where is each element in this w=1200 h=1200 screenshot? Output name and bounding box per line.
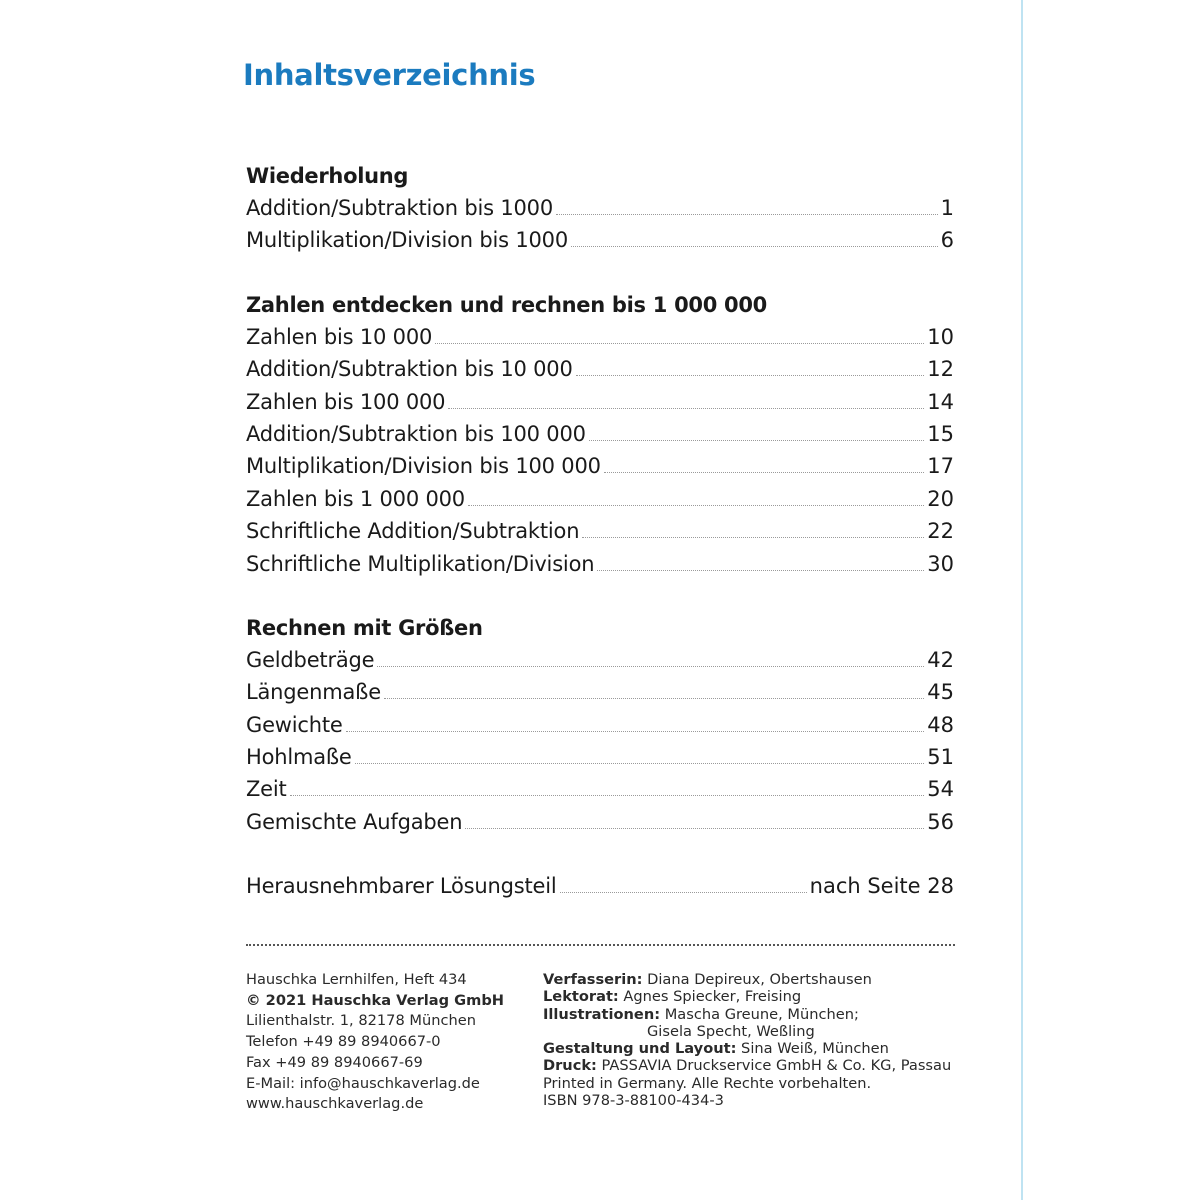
isbn-line: ISBN 978-3-88100-434-3 — [543, 1092, 724, 1110]
publisher-imprint — [246, 970, 526, 1115]
toc-entry-label: Zahlen bis 100 000 — [246, 389, 446, 414]
toc-entry-page: 51 — [927, 745, 954, 770]
illustrations-line-2: Gisela Specht, Weßling — [647, 1022, 815, 1040]
toc-entry — [246, 644, 954, 676]
author-line — [543, 971, 1003, 988]
page-edge-line — [1021, 0, 1023, 1200]
author-label: Verfasserin: — [543, 971, 643, 988]
copyright-line: © 2021 Hauschka Verlag GmbH — [246, 991, 504, 1009]
toc-entry-label: Schriftliche Multiplikation/Division — [246, 551, 595, 576]
dot-leader — [377, 666, 924, 667]
email-line: E-Mail: info@hauschkaverlag.de — [246, 1074, 480, 1092]
illustrations-line — [543, 1006, 1003, 1023]
toc-entry — [246, 450, 954, 482]
print-value: PASSAVIA Druckservice GmbH & Co. KG, Passau — [596, 1057, 952, 1075]
toc-entry — [246, 224, 954, 256]
dot-leader — [597, 570, 924, 571]
toc-entry-label: Zeit — [246, 777, 287, 802]
toc-entry-label: Addition/Subtraktion bis 1000 — [246, 196, 553, 220]
print-line — [543, 1057, 1003, 1074]
page-title: Inhaltsverzeichnis — [243, 58, 536, 92]
toc-entry — [246, 709, 954, 741]
toc-entry-label: Addition/Subtraktion bis 100 000 — [246, 421, 586, 446]
toc-entry — [246, 353, 954, 385]
toc-entry-label: Gewichte — [246, 712, 343, 737]
dot-leader — [571, 246, 938, 247]
dot-leader — [576, 375, 925, 376]
toc-entry — [246, 773, 954, 805]
toc-entry-page: 12 — [927, 357, 954, 382]
toc-entry — [246, 386, 954, 418]
toc-entry-page: 30 — [927, 551, 954, 576]
toc-entry — [246, 483, 954, 515]
dot-leader — [346, 731, 925, 732]
toc-entry — [246, 418, 954, 450]
dot-leader — [556, 214, 938, 215]
toc-section — [246, 289, 954, 580]
solutions-entry — [246, 870, 954, 902]
solutions-page: nach Seite 28 — [809, 874, 954, 899]
dot-leader — [582, 537, 924, 538]
toc-entry-page: 56 — [927, 809, 954, 834]
address-line: Lilienthalstr. 1, 82178 München — [246, 1012, 476, 1030]
fax-line: Fax +49 89 8940667-69 — [246, 1053, 423, 1071]
toc-entry-label: Zahlen bis 10 000 — [246, 324, 433, 349]
layout-line — [543, 1040, 1003, 1057]
toc-entry — [246, 806, 954, 838]
toc-entry-label: Multiplikation/Division bis 100 000 — [246, 454, 601, 479]
layout-value: Sina Weiß, München — [736, 1040, 889, 1058]
toc-entry — [246, 515, 954, 547]
illustrations-value: Mascha Greune, München; — [660, 1005, 859, 1023]
series-line: Hauschka Lernhilfen, Heft 434 — [246, 971, 467, 988]
editor-label: Lektorat: — [543, 988, 619, 1006]
toc-entry-page: 6 — [940, 228, 954, 253]
dot-leader — [384, 698, 924, 699]
website-line: www.hauschkaverlag.de — [246, 1095, 424, 1113]
toc-entry-page: 17 — [927, 454, 954, 479]
toc-entry-label: Schriftliche Addition/Subtraktion — [246, 519, 580, 544]
table-of-contents — [246, 160, 954, 903]
dot-leader — [604, 472, 924, 473]
dot-leader — [465, 828, 924, 829]
toc-entry-label: Geldbeträge — [246, 647, 375, 672]
toc-entry — [246, 676, 954, 708]
toc-section — [246, 160, 954, 257]
editor-line — [543, 988, 1003, 1005]
toc-entry-page: 22 — [927, 519, 954, 544]
illustrations-label: Illustrationen: — [543, 1005, 661, 1023]
section-heading: Wiederholung — [246, 164, 409, 188]
toc-entry-page: 48 — [927, 712, 954, 737]
dot-leader — [435, 343, 924, 344]
rights-line: Printed in Germany. Alle Rechte vorbehalten. — [543, 1074, 872, 1092]
editor-value: Agnes Spiecker, Freising — [618, 988, 802, 1006]
dot-leader — [355, 763, 925, 764]
dot-leader — [560, 892, 807, 893]
dot-leader — [468, 505, 924, 506]
toc-entry-page: 15 — [927, 421, 954, 446]
solutions-label: Herausnehmbarer Lösungsteil — [246, 874, 557, 899]
phone-line: Telefon +49 89 8940667-0 — [246, 1033, 441, 1051]
toc-entry-label: Hohlmaße — [246, 745, 352, 770]
dotted-divider — [246, 944, 955, 946]
toc-entry-page: 45 — [927, 680, 954, 705]
toc-entry-page: 1 — [940, 196, 954, 220]
toc-entry-label: Multiplikation/Division bis 1000 — [246, 228, 568, 253]
dot-leader — [448, 408, 924, 409]
toc-entry — [246, 192, 954, 224]
toc-entry — [246, 321, 954, 353]
toc-entry-page: 14 — [927, 389, 954, 414]
section-heading: Zahlen entdecken und rechnen bis 1 000 000 — [246, 292, 767, 317]
toc-entry-label: Längenmaße — [246, 680, 381, 705]
dot-leader — [290, 795, 925, 796]
layout-label: Gestaltung und Layout: — [543, 1040, 737, 1058]
toc-entry-page: 54 — [927, 777, 954, 802]
toc-entry-label: Zahlen bis 1 000 000 — [246, 486, 465, 511]
toc-entry-label: Gemischte Aufgaben — [246, 809, 463, 834]
dot-leader — [589, 440, 924, 441]
author-value: Diana Depireux, Obertshausen — [642, 971, 872, 988]
toc-entry-page: 42 — [927, 647, 954, 672]
toc-entry-page: 20 — [927, 486, 954, 511]
toc-entry — [246, 741, 954, 773]
credits-imprint — [543, 971, 1003, 1109]
toc-entry — [246, 548, 954, 580]
toc-entry-page: 10 — [927, 324, 954, 349]
toc-section — [246, 612, 954, 838]
toc-entry-label: Addition/Subtraktion bis 10 000 — [246, 357, 573, 382]
print-label: Druck: — [543, 1057, 597, 1075]
section-heading: Rechnen mit Größen — [246, 615, 483, 640]
